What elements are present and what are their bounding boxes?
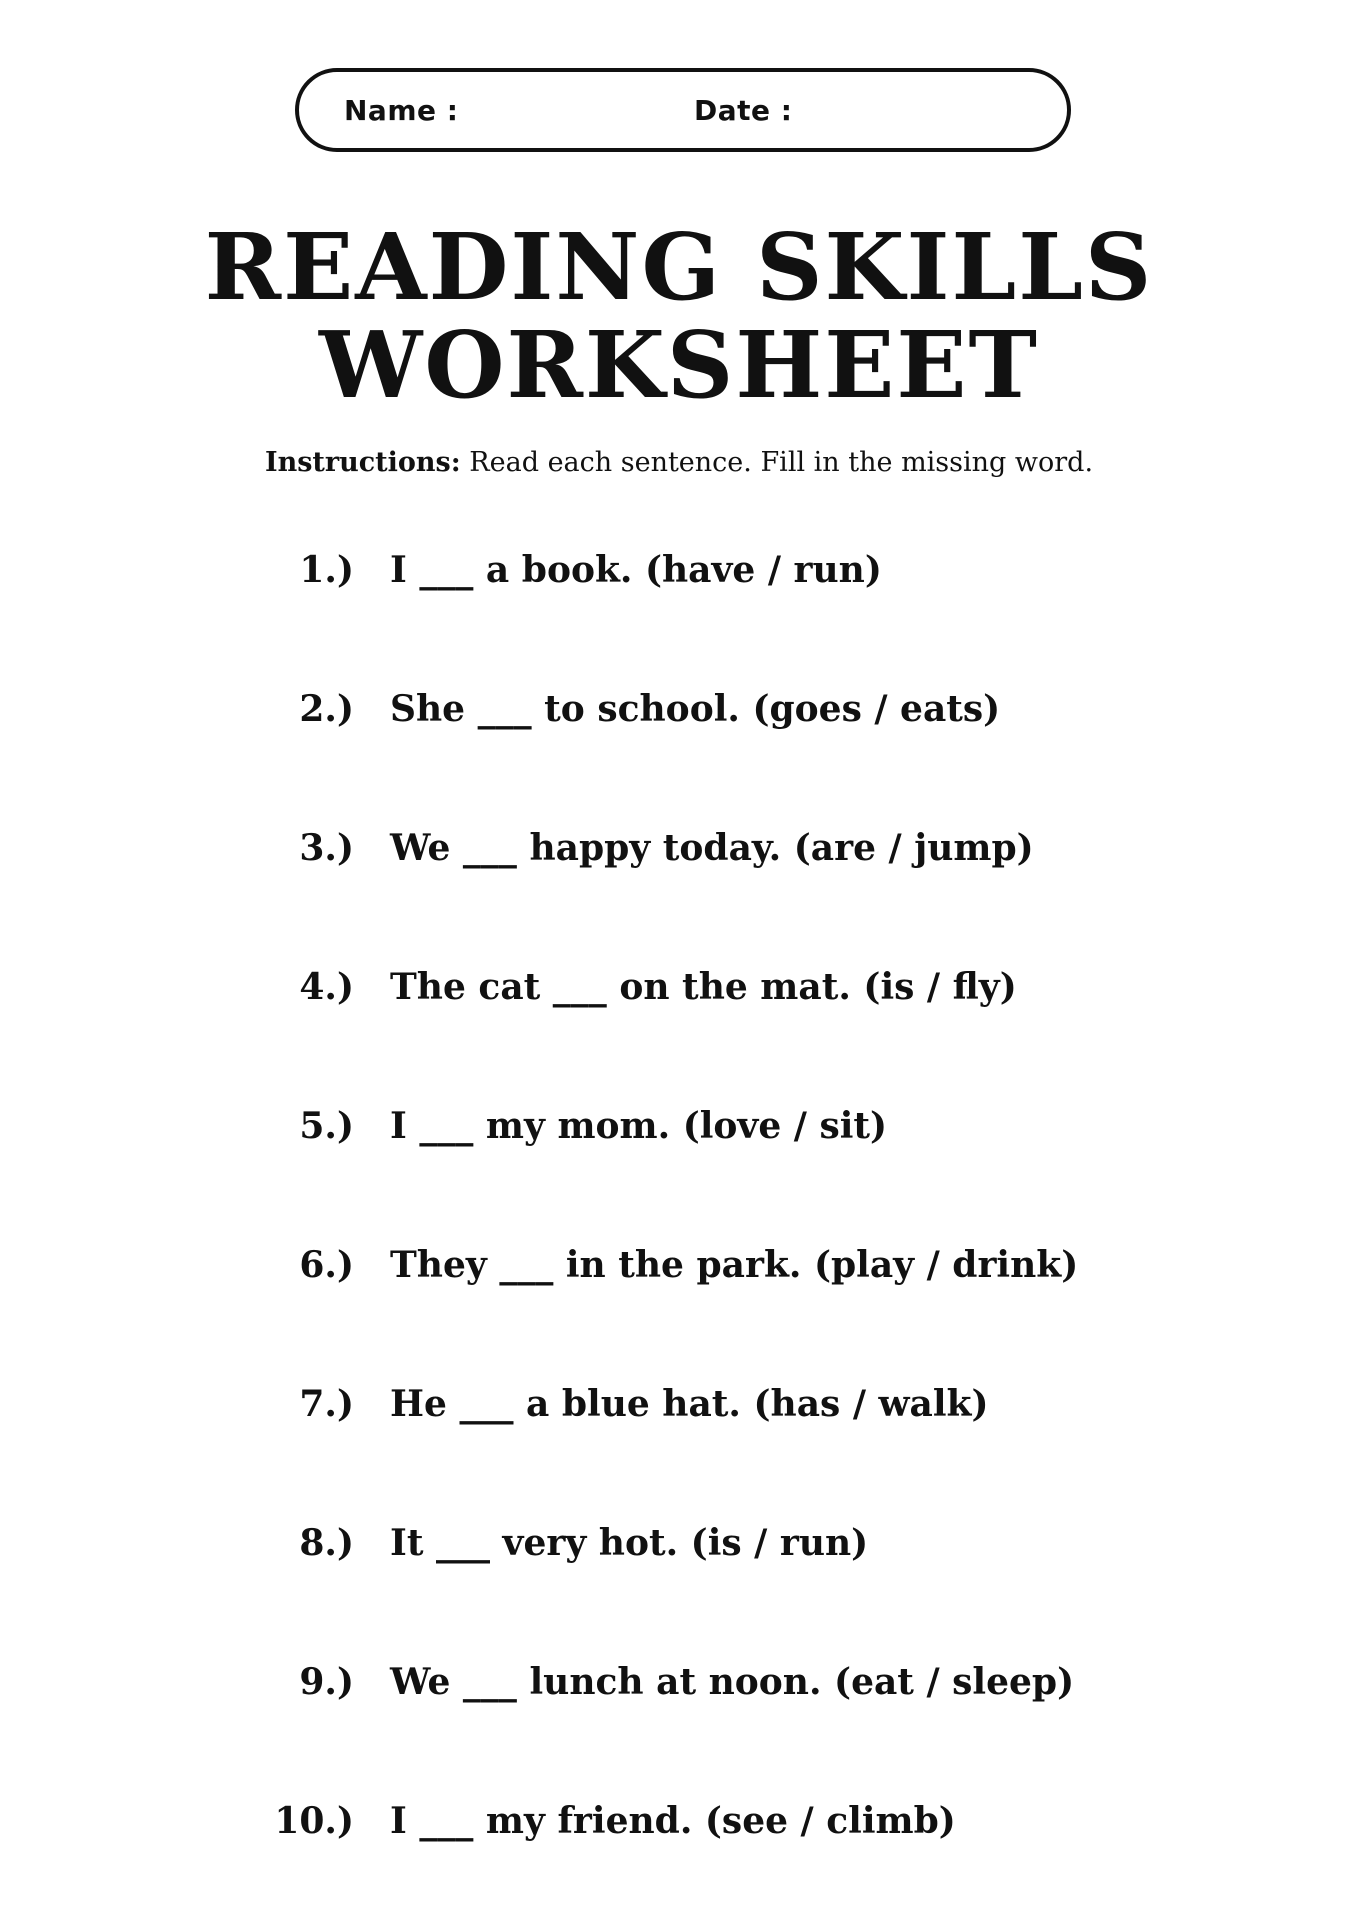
worksheet-title <box>0 213 1358 419</box>
question-number: 7.) <box>299 1383 354 1425</box>
question-item <box>0 1791 1358 1851</box>
title-line-1: READING SKILLS <box>204 213 1154 321</box>
question-text: We ___ happy today. (are / jump) <box>390 827 1034 869</box>
question-text: The cat ___ on the mat. (is / fly) <box>390 966 1017 1008</box>
question-number: 10.) <box>274 1800 354 1842</box>
question-item <box>0 818 1358 878</box>
question-number: 4.) <box>299 966 354 1008</box>
instructions-label: Instructions: <box>264 447 461 478</box>
question-number: 1.) <box>299 549 354 591</box>
question-number: 5.) <box>299 1105 354 1147</box>
name-date-box <box>295 68 1071 152</box>
question-item <box>0 1096 1358 1156</box>
instructions <box>0 447 1358 478</box>
question-text: She ___ to school. (goes / eats) <box>390 688 1001 730</box>
question-text: It ___ very hot. (is / run) <box>390 1522 869 1564</box>
question-text: I ___ a book. (have / run) <box>390 549 882 591</box>
question-number: 3.) <box>299 827 354 869</box>
question-text: I ___ my friend. (see / climb) <box>390 1800 956 1842</box>
instructions-text: Read each sentence. Fill in the missing word. <box>469 447 1094 478</box>
question-item <box>0 957 1358 1017</box>
question-item <box>0 1652 1358 1712</box>
date-label: Date : <box>694 94 793 127</box>
question-text: They ___ in the park. (play / drink) <box>390 1244 1079 1286</box>
question-item <box>0 1374 1358 1434</box>
question-item <box>0 540 1358 600</box>
question-text: He ___ a blue hat. (has / walk) <box>390 1383 989 1425</box>
question-text: We ___ lunch at noon. (eat / sleep) <box>390 1661 1075 1703</box>
title-line-2: WORKSHEET <box>319 311 1039 419</box>
name-label: Name : <box>344 94 459 127</box>
question-item <box>0 1513 1358 1573</box>
question-number: 8.) <box>299 1522 354 1564</box>
question-number: 6.) <box>299 1244 354 1286</box>
question-number: 9.) <box>299 1661 354 1703</box>
question-text: I ___ my mom. (love / sit) <box>390 1105 888 1147</box>
question-item <box>0 1235 1358 1295</box>
question-number: 2.) <box>299 688 354 730</box>
question-item <box>0 679 1358 739</box>
